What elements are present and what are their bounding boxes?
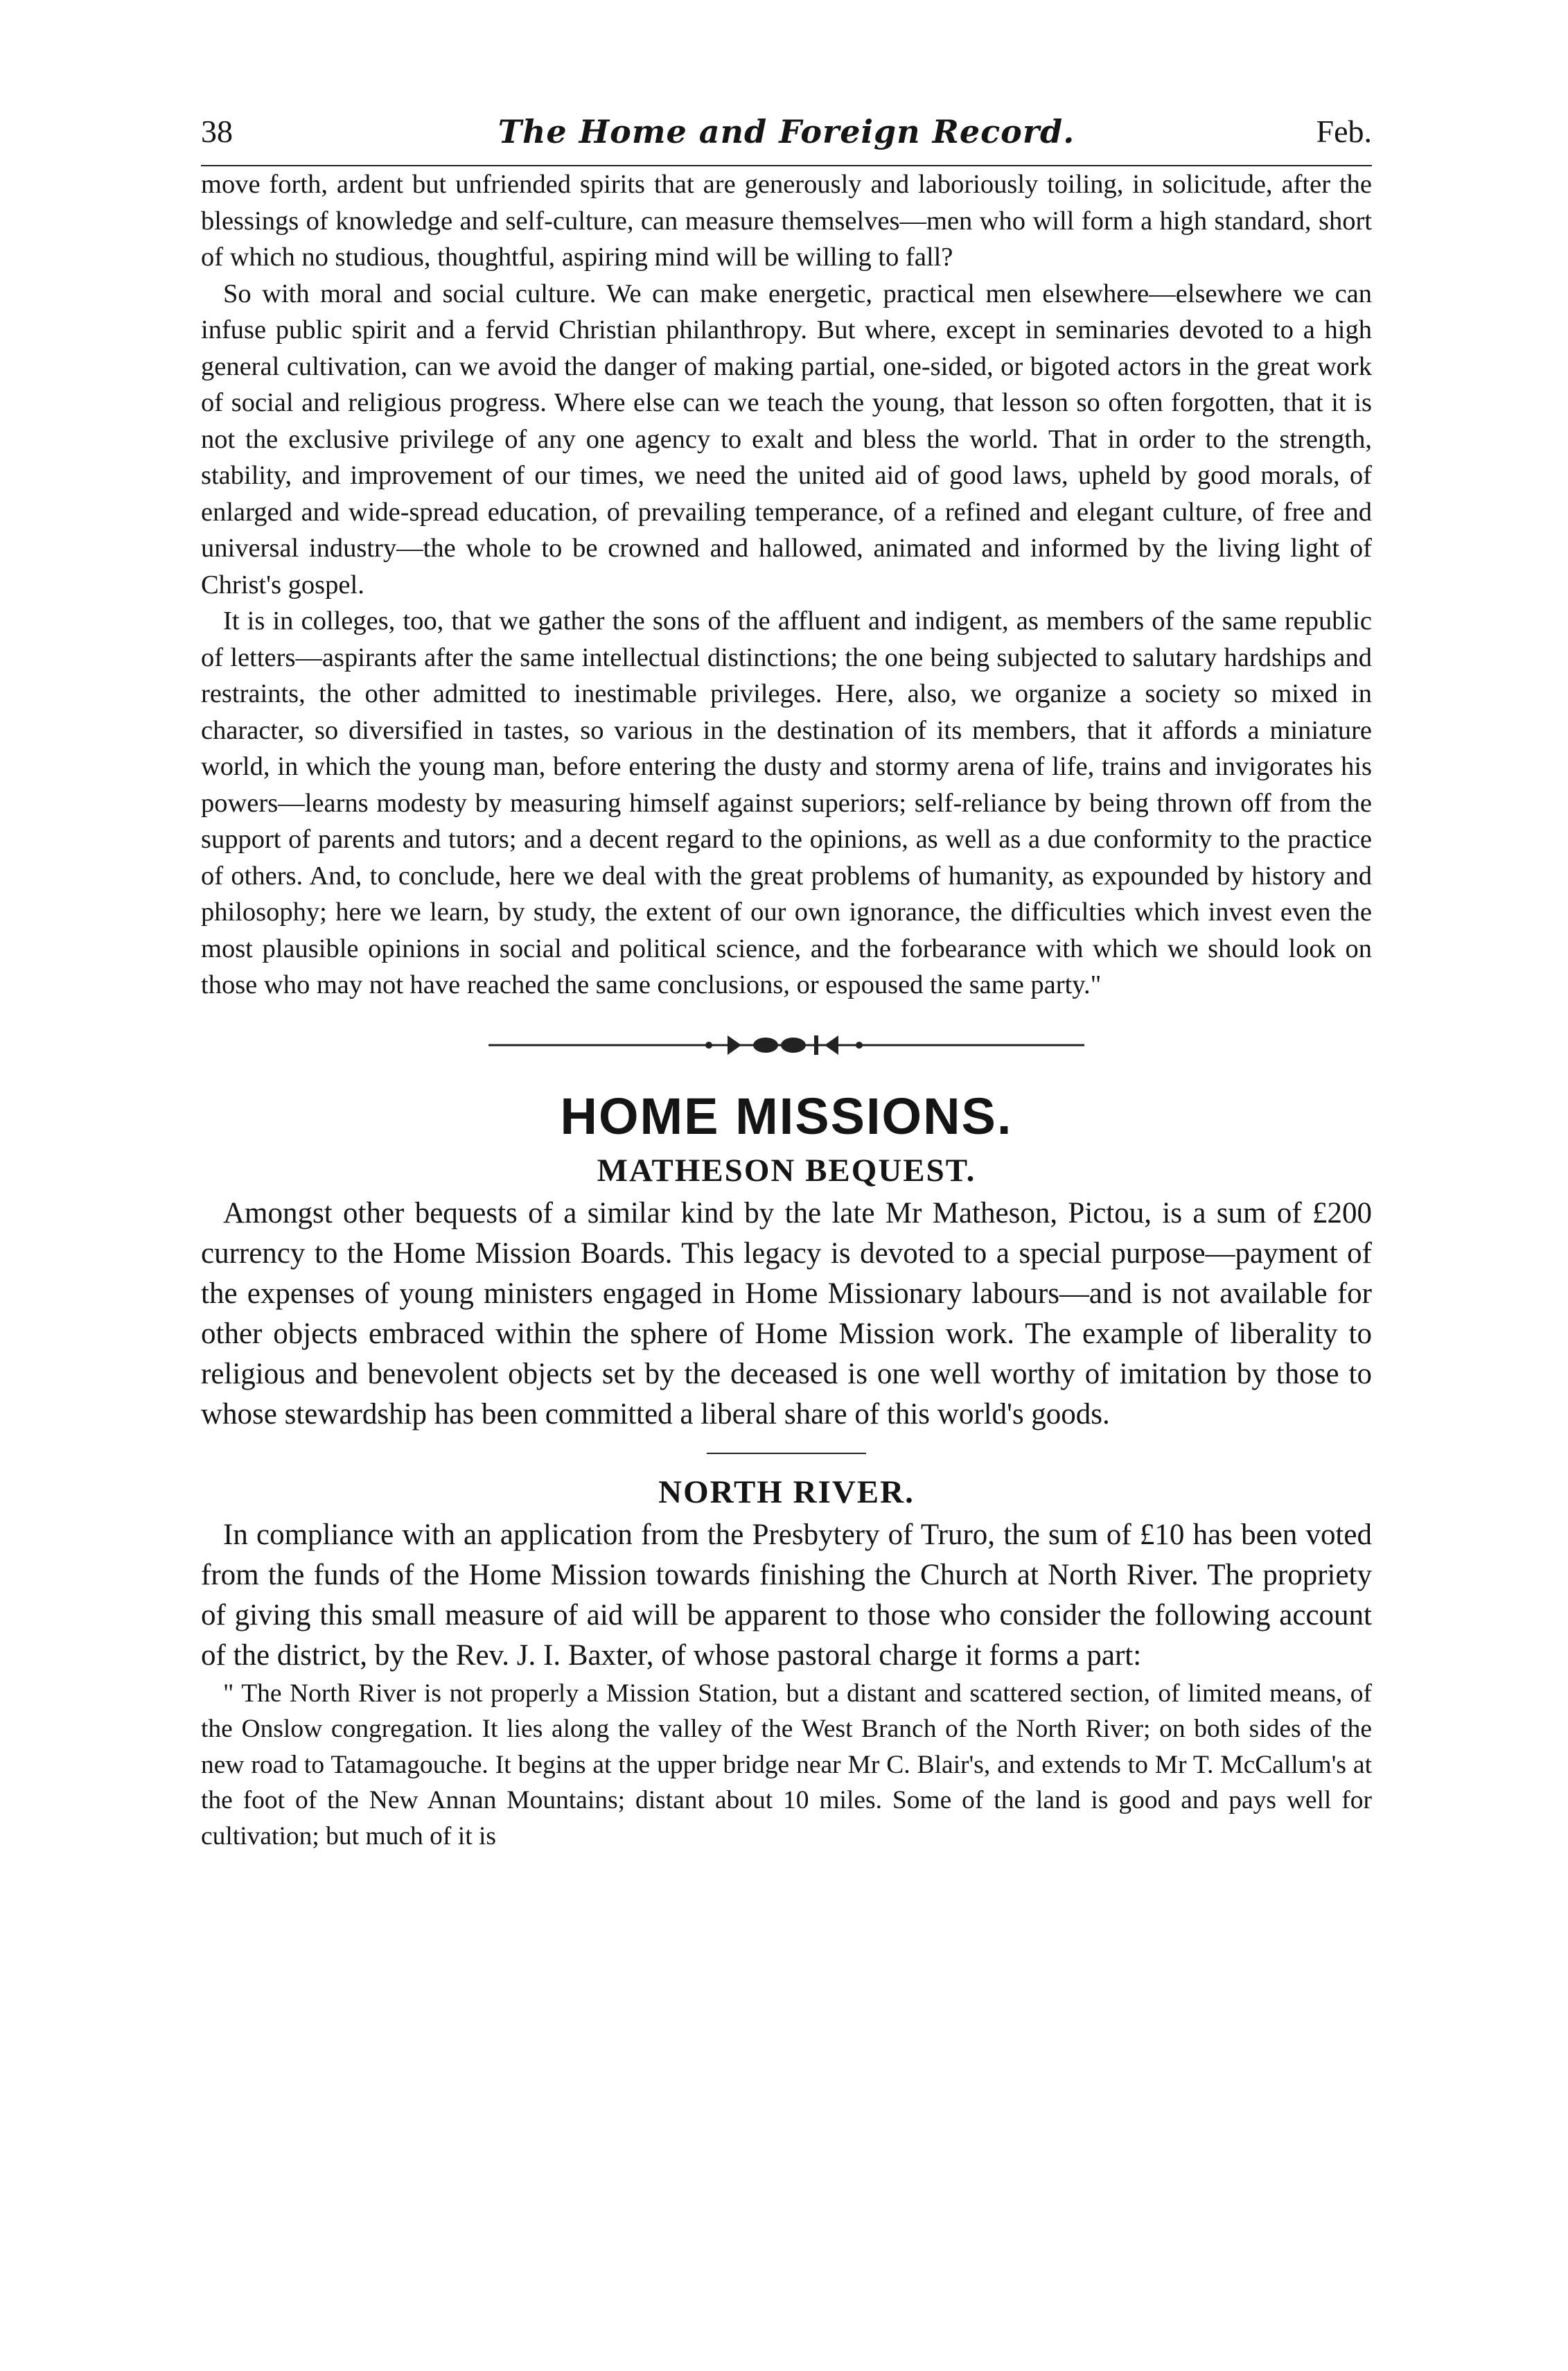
running-head bbox=[201, 104, 1372, 159]
paragraph-moral-culture: So with moral and social culture. We can make energetic, practical men elsewhere—elsewhere we can infuse public spirit and a fervid Christian philanthropy. But where, except in seminaries devoted to a high general cultivation, can we avoid the danger of making partial, one-sided, or bigoted actors in the great work of social and religious progress. Where else can we teach the young, that lesson so often forgotten, that it is not the exclusive privilege of any one agency to exalt and bless the world. That in order to the strength, stability, and improvement of our times, we need the united aid of good laws, upheld by good morals, of enlarged and wide-spread education, of prevailing temperance, of a refined and elegant culture, of free and universal industry—the whole to be crowned and hallowed, animated and informed by the living light of Christ's gospel. bbox=[201, 279, 1372, 600]
paragraph-continued: move forth, ardent but unfriended spirits that are generously and laboriously toiling, in solicitude, after the blessings of knowledge and self-culture, can measure themselves—men who will form a high standard, short of which no studious, thoughtful, aspiring mind will be willing to fall? bbox=[201, 170, 1372, 272]
north-river-section bbox=[201, 1515, 1372, 1676]
quote-paragraph: " The North River is not properly a Mission Station, but a distant and scattered section, of limited means, of the Onslow congregation. It lies along the valley of the West Branch of the North River; on both sides of the new road to Tatamagouche. It begins at the upper bridge near Mr C. Blair's, and extends to Mr T. McCallum's at the foot of the New Annan Mountains; distant about 10 miles. Some of the land is good and pays well for cultivation; but much of it is bbox=[201, 1679, 1372, 1851]
ornamental-divider bbox=[488, 1031, 1084, 1059]
north-river-paragraph: In compliance with an application from the Presbytery of Truro, the sum of £10 has been voted from the funds of the Home Mission towards finishing the Church at North River. The propriety of giving this small measure of aid will be apparent to those who consider the following account of the district, by the Rev. J. I. Baxter, of whose pastoral charge it forms a part: bbox=[201, 1518, 1372, 1672]
matheson-title: MATHESON BEQUEST. bbox=[597, 1152, 976, 1189]
matheson-paragraph: Amongst other bequests of a similar kind by the late Mr Matheson, Pictou, is a sum of £200 currency to the Home Mission Boards. This legacy is devoted to a special purpose—payment of the expenses of young ministers engaged in Home Missionary labours—and is not available for other objects embraced within the sphere of Home Mission work. The example of liberality to religious and benevolent objects set by the deceased is one well worthy of imitation by those to whose stewardship has been committed a liberal share of this world's goods. bbox=[201, 1196, 1372, 1431]
journal-title: The Home and Foreign Record. bbox=[497, 113, 1075, 150]
issue-month: Feb. bbox=[1316, 114, 1372, 149]
matheson-section bbox=[201, 1193, 1372, 1435]
section-divider bbox=[707, 1453, 866, 1454]
paragraph-colleges: It is in colleges, too, that we gather the sons of the affluent and indigent, as members of the same republic of letters—aspirants after the same intellectual distinctions; the one being subjected to salutary hardships and restraints, the other admitted to inestimable privileges. Here, also, we organize a society so mixed in character, so diversified in tastes, so various in the destination of its members, that it affords a miniature world, in which the young man, before entering the dusty and stormy arena of life, trains and invigorates his powers—learns modesty by measuring himself against superiors; self-reliance by being thrown off from the support of parents and tutors; and a decent regard to the opinions, as well as a due conformity to the practice of others. And, to conclude, here we deal with the great problems of humanity, as expounded by history and philosophy; here we learn, by study, the extent of our own ignorance, the difficulties which invest even the most plausible opinions in social and political science, and the forbearance with which we should look on those who may not have reached the same conclusions, or espoused the same party." bbox=[201, 606, 1372, 999]
section-title: HOME MISSIONS. bbox=[560, 1087, 1013, 1145]
north-river-quote bbox=[201, 1676, 1372, 1855]
article-continuation bbox=[201, 166, 1372, 1004]
north-river-title: NORTH RIVER. bbox=[658, 1473, 915, 1510]
page-number: 38 bbox=[201, 114, 233, 149]
page bbox=[201, 104, 1372, 1854]
